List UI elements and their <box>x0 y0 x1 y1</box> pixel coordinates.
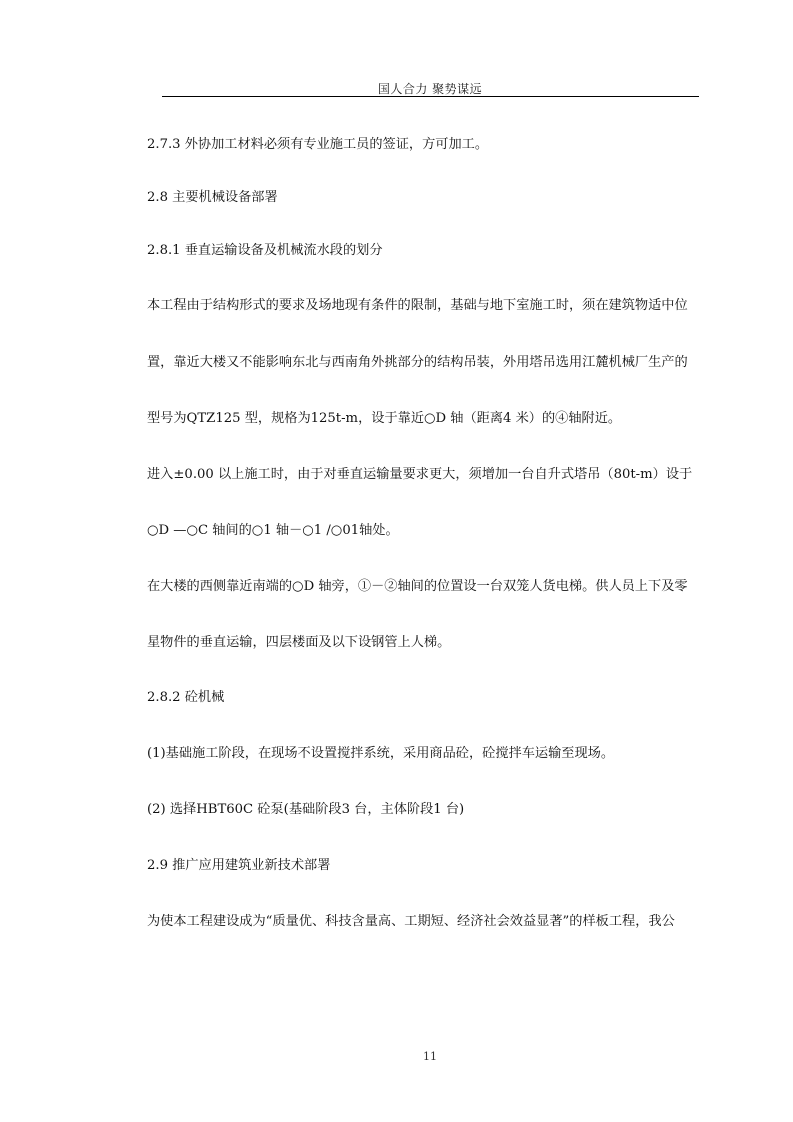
paragraph-line: 在大楼的西侧靠近南端的○D 轴旁，①－②轴间的位置设一台双笼人货电梯。供人员上下及零 <box>147 579 688 594</box>
section-heading-2-9: 2.9 推广应用建筑业新技术部署 <box>147 858 331 873</box>
header-divider <box>162 96 699 97</box>
section-heading-2-8: 2.8 主要机械设备部署 <box>147 190 278 205</box>
paragraph-line: 本工程由于结构形式的要求及场地现有条件的限制，基础与地下室施工时，须在建筑物适中位 <box>147 298 688 313</box>
list-item: (2) 选择HBT60C 砼泵(基础阶段3 台，主体阶段1 台) <box>147 802 465 817</box>
section-heading-2-8-2: 2.8.2 砼机械 <box>147 690 225 705</box>
paragraph-line: 置，靠近大楼又不能影响东北与西南角外挑部分的结构吊装，外用塔吊选用江麓机械厂生产的 <box>147 355 688 370</box>
paragraph-line: 进入±0.00 以上施工时，由于对垂直运输量要求更大，须增加一台自升式塔吊（80t-m）设于 <box>147 467 693 482</box>
paragraph-line: 星物件的垂直运输，四层楼面及以下设钢管上人梯。 <box>147 635 451 650</box>
section-heading-2-8-1: 2.8.1 垂直运输设备及机械流水段的划分 <box>147 243 383 258</box>
page-number: 11 <box>423 1050 437 1063</box>
page-header-title: 国人合力 聚势谋远 <box>377 82 483 96</box>
section-heading-2-7-3: 2.7.3 外协加工材料必须有专业施工员的签证，方可加工。 <box>147 137 489 152</box>
paragraph-line: 型号为QTZ125 型，规格为125t-m，设于靠近○D 轴（距离4 米）的④轴附近。 <box>147 411 622 426</box>
paragraph-line: 为使本工程建设成为“质量优、科技含量高、工期短、经济社会效益显著”的样板工程，我公 <box>147 914 675 929</box>
paragraph-line: ○D —○C 轴间的○1 轴－○1 /○01轴处。 <box>147 523 399 538</box>
list-item: (1)基础施工阶段，在现场不设置搅拌系统，采用商品砼，砼搅拌车运输至现场。 <box>147 746 615 761</box>
